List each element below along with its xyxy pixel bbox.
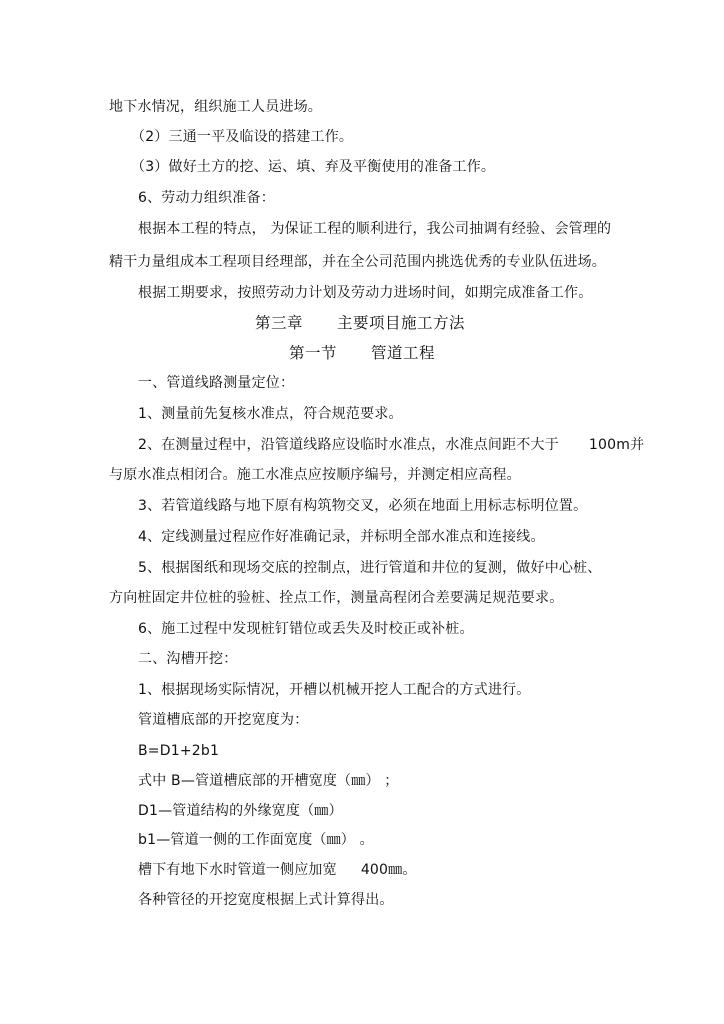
text-line-10: 一、管道线路测量定位： bbox=[138, 375, 295, 391]
text-line-2: （2）三通一平及临设的搭建工作。 bbox=[131, 129, 354, 145]
text-line-14: 3、若管道线路与地下原有构筑物交叉，必须在地面上用标志标明位置。 bbox=[138, 498, 588, 514]
text-line-4: 6、劳动力组织准备： bbox=[138, 190, 275, 206]
text-line-24: D1—管道结构的外缘宽度（㎜） bbox=[138, 803, 343, 819]
text-line-11: 1、测量前先复核水准点，符合规范要求。 bbox=[138, 406, 403, 422]
text-line-21: 管道槽底部的开挖宽度为： bbox=[138, 712, 309, 728]
text-line-26-tail: 400㎜。 bbox=[360, 862, 417, 878]
chapter-heading bbox=[255, 313, 465, 333]
text-line-7: 根据工期要求，按照劳动力计划及劳动力进场时间，如期完成准备工作。 bbox=[138, 285, 593, 301]
text-line-13: 与原水准点相闭合。施工水准点应按顺序编号，并测定相应高程。 bbox=[109, 467, 521, 483]
section-heading bbox=[289, 343, 435, 363]
text-line-12 bbox=[138, 436, 644, 454]
text-line-26 bbox=[138, 861, 417, 879]
text-line-23: 式中 B—管道槽底部的开槽宽度（㎜） ； bbox=[138, 773, 399, 789]
text-line-16: 5、根据图纸和现场交底的控制点，进行管道和井位的复测，做好中心桩、 bbox=[138, 560, 602, 576]
text-line-5: 根据本工程的特点， 为保证工程的顺利进行，我公司抽调有经验、会管理的 bbox=[138, 221, 612, 237]
chapter-number: 第三章 bbox=[255, 314, 304, 332]
text-line-26-main: 槽下有地下水时管道一侧应加宽 bbox=[138, 862, 337, 878]
section-title: 管道工程 bbox=[371, 344, 436, 362]
text-line-20: 1、根据现场实际情况，开槽以机械开挖人工配合的方式进行。 bbox=[138, 682, 531, 698]
section-number: 第一节 bbox=[289, 344, 338, 362]
text-line-15: 4、定线测量过程应作好准确记录，并标明全部水准点和连接线。 bbox=[138, 529, 545, 545]
text-line-1: 地下水情况，组织施工人员进场。 bbox=[109, 99, 322, 115]
chapter-title: 主要项目施工方法 bbox=[337, 314, 466, 332]
text-line-19: 二、沟槽开挖： bbox=[138, 651, 238, 667]
text-line-27: 各种管径的开挖宽度根据上式计算得出。 bbox=[138, 892, 394, 908]
text-line-18: 6、施工过程中发现桩钉错位或丢失及时校正或补桩。 bbox=[138, 621, 474, 637]
text-line-17: 方向桩固定井位桩的验桩、拴点工作，测量高程闭合差要满足规范要求。 bbox=[109, 590, 564, 606]
formula-line: B=D1+2b1 bbox=[138, 743, 220, 759]
text-line-12-main: 2、在测量过程中，沿管道线路应设临时水准点，水准点间距不大于 bbox=[138, 437, 559, 453]
text-line-3: （3）做好土方的挖、运、填、弃及平衡使用的准备工作。 bbox=[131, 159, 496, 175]
text-line-6: 精干力量组成本工程项目经理部，并在全公司范围内挑选优秀的专业队伍进场。 bbox=[109, 254, 606, 270]
text-line-25: b1—管道一侧的工作面宽度（㎜） 。 bbox=[138, 832, 374, 848]
text-line-12-tail: 100m并 bbox=[588, 437, 645, 453]
